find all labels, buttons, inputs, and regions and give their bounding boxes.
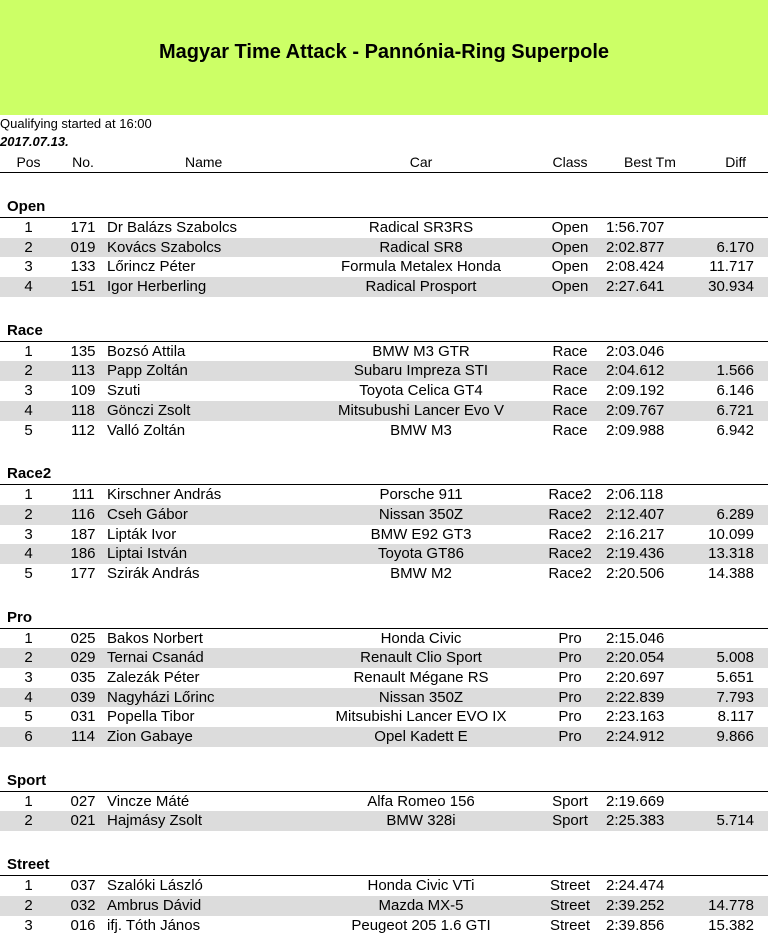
cell-diff: 1.566 [716,362,754,380]
cell-class: Street [549,916,591,934]
cell-name: Ambrus Dávid [107,896,202,914]
cell-class: Open [551,278,589,296]
cell-pos: 3 [24,382,33,400]
cell-car: Radical SR3RS [368,219,474,236]
table-row [0,727,768,747]
cell-no: 171 [70,219,96,236]
cell-name: Igor Herberling [107,278,207,296]
cell-best: 2:20.697 [606,669,665,686]
table-row [0,421,768,441]
cell-class: Race2 [548,564,592,582]
cell-no: 025 [70,629,96,647]
cell-best: 2:24.474 [606,877,665,895]
table-row [0,342,768,362]
cell-pos: 5 [24,421,33,439]
cell-no: 029 [70,649,96,667]
table-row [0,688,768,708]
class-group-pro [0,608,768,747]
table-row [0,811,768,831]
cell-best: 2:16.217 [606,525,665,543]
cell-pos: 2 [24,238,33,256]
table-row [0,916,768,935]
cell-diff: 8.117 [717,708,754,726]
cell-class: Race2 [548,545,592,563]
class-groups [0,173,768,935]
cell-best: 2:09.988 [606,421,665,439]
cell-best: 2:15.046 [606,629,665,647]
table-row [0,896,768,916]
cell-no: 133 [70,258,96,276]
table-row [0,525,768,545]
cell-car: Porsche 911 [379,486,463,504]
cell-no: 037 [70,877,96,895]
cell-no: 021 [70,812,96,830]
cell-name: Cseh Gábor [107,505,188,523]
cell-pos: 3 [24,669,33,686]
cell-class: Race2 [548,525,592,543]
group-title: Race2 [0,464,768,485]
cell-class: Pro [558,669,582,686]
cell-best: 2:19.669 [606,792,665,810]
cell-car: Renault Clio Sport [360,649,482,667]
cell-class: Race2 [548,486,592,504]
cell-class: Pro [558,688,582,706]
cell-class: Sport [552,812,588,830]
class-group-sport [0,771,768,831]
results-table [0,152,768,935]
cell-class: Race [552,342,588,360]
cell-car: Opel Kadett E [374,728,468,746]
group-spacer [0,297,768,321]
cell-best: 1:56.707 [606,219,665,236]
group-title: Sport [0,771,768,792]
cell-pos: 4 [24,688,33,706]
cell-class: Street [549,896,591,914]
cell-diff: 6.146 [716,382,754,400]
class-group-race2 [0,464,768,583]
cell-pos: 6 [24,728,33,746]
cell-best: 2:06.118 [606,486,664,504]
cell-no: 177 [70,564,96,582]
cell-car: BMW M2 [390,564,452,582]
table-row [0,277,768,297]
header-car: Car [409,154,433,170]
cell-no: 118 [71,401,95,419]
cell-best: 2:27.641 [606,278,665,296]
cell-name: Szuti [107,382,141,400]
cell-best: 2:09.767 [606,401,665,419]
event-date: 2017.07.13. [0,134,69,149]
cell-pos: 3 [24,258,33,276]
cell-class: Race [552,382,588,400]
cell-best: 2:20.054 [606,649,665,667]
cell-name: Vincze Máté [107,792,190,810]
table-row [0,648,768,668]
table-row [0,668,768,688]
group-spacer [0,747,768,771]
cell-name: Szirák András [107,564,200,582]
cell-car: Toyota GT86 [378,545,464,563]
cell-name: Zalezák Péter [107,669,200,686]
cell-pos: 2 [24,649,33,667]
cell-diff: 14.388 [708,564,754,582]
cell-name: Ternai Csanád [107,649,204,667]
class-group-open [0,197,768,297]
cell-name: Gönczi Zsolt [107,401,191,419]
cell-car: Subaru Impreza STI [353,362,489,380]
cell-car: Radical Prosport [365,278,477,296]
cell-pos: 4 [24,278,33,296]
cell-pos: 1 [24,342,33,360]
table-row [0,218,768,238]
cell-diff: 5.008 [716,649,754,667]
header-best-time: Best Tm [624,154,676,170]
table-row [0,238,768,258]
page-title: Magyar Time Attack - Pannónia-Ring Superpole [158,41,610,63]
cell-car: BMW M3 [390,421,452,439]
cell-diff: 6.942 [716,421,754,439]
table-row [0,361,768,381]
cell-best: 2:22.839 [606,688,665,706]
cell-class: Open [551,238,589,256]
column-header-row [0,152,768,173]
cell-no: 135 [70,342,96,360]
cell-best: 2:39.252 [606,896,665,914]
header-no: No. [72,154,94,170]
table-row [0,401,768,421]
cell-best: 2:23.163 [606,708,665,726]
header-class: Class [552,154,588,170]
cell-diff: 30.934 [708,278,754,296]
cell-name: Lőrincz Péter [107,258,196,276]
cell-no: 027 [70,792,96,810]
cell-class: Open [551,258,589,276]
table-row [0,876,768,896]
cell-class: Sport [552,792,588,810]
cell-pos: 2 [24,362,33,380]
cell-best: 2:25.383 [606,812,665,830]
cell-no: 039 [70,688,96,706]
cell-car: Renault Mégane RS [353,669,489,686]
cell-car: Mitsubishi Lancer EVO IX [335,708,507,726]
cell-class: Pro [558,629,582,647]
cell-pos: 1 [24,629,33,647]
cell-pos: 5 [24,564,33,582]
cell-pos: 5 [24,708,33,726]
header-diff: Diff [725,154,746,170]
table-row [0,485,768,505]
header-pos: Pos [16,154,41,170]
table-row [0,381,768,401]
cell-no: 035 [70,669,96,686]
cell-name: Valló Zoltán [107,421,186,439]
cell-car: Mitsubushi Lancer Evo V [338,401,504,419]
table-row [0,505,768,525]
group-title: Pro [0,608,768,629]
cell-name: Bakos Norbert [107,629,203,647]
cell-name: Zion Gabaye [107,728,193,746]
cell-best: 2:39.856 [606,916,665,934]
cell-car: BMW M3 GTR [372,342,470,360]
cell-car: BMW E92 GT3 [370,525,472,543]
cell-class: Pro [558,649,582,667]
cell-diff: 15.382 [708,916,754,934]
cell-best: 2:08.424 [606,258,665,276]
class-group-street [0,855,768,935]
cell-pos: 1 [24,877,33,895]
cell-class: Race [552,421,588,439]
cell-no: 031 [70,708,96,726]
table-row [0,629,768,649]
cell-pos: 2 [24,812,33,830]
cell-class: Open [551,219,589,236]
cell-diff: 6.721 [716,401,754,419]
cell-car: Radical SR8 [379,238,463,256]
title-banner [0,0,768,115]
cell-diff: 13.318 [708,545,754,563]
cell-name: Papp Zoltán [107,362,188,380]
cell-diff: 5.651 [716,669,754,686]
cell-no: 112 [71,421,95,439]
cell-pos: 4 [24,401,33,419]
cell-best: 2:09.192 [606,382,665,400]
cell-name: Liptai István [107,545,188,563]
cell-car: Mazda MX-5 [378,896,464,914]
cell-diff: 7.793 [716,688,754,706]
cell-pos: 2 [24,505,33,523]
cell-car: Nissan 350Z [378,688,464,706]
table-row [0,792,768,812]
cell-car: BMW 328i [386,812,456,830]
cell-pos: 3 [24,916,33,934]
table-row [0,257,768,277]
cell-class: Race [552,401,588,419]
group-spacer [0,584,768,608]
cell-no: 151 [70,278,96,296]
cell-diff: 11.717 [709,258,754,276]
cell-no: 113 [71,362,95,380]
cell-diff: 9.866 [716,728,754,746]
cell-car: Honda Civic VTi [367,877,475,895]
cell-pos: 1 [24,792,33,810]
cell-name: Kovács Szabolcs [107,238,222,256]
cell-name: Dr Balázs Szabolcs [107,219,238,236]
cell-name: Bozsó Attila [107,342,186,360]
cell-class: Race [552,362,588,380]
cell-pos: 1 [24,486,33,504]
cell-name: Nagyházi Lőrinc [107,688,215,706]
cell-car: Formula Metalex Honda [340,258,502,276]
cell-name: Popella Tibor [107,708,195,726]
cell-no: 109 [70,382,96,400]
cell-no: 187 [70,525,96,543]
group-title: Open [0,197,768,218]
group-spacer [0,173,768,197]
cell-best: 2:24.912 [606,728,665,746]
cell-car: Peugeot 205 1.6 GTI [351,916,491,934]
cell-car: Nissan 350Z [378,505,464,523]
cell-name: Szalóki László [107,877,203,895]
cell-diff: 5.714 [716,812,754,830]
table-row [0,707,768,727]
group-spacer [0,440,768,464]
cell-best: 2:04.612 [606,362,665,380]
cell-best: 2:02.877 [606,238,665,256]
cell-car: Alfa Romeo 156 [367,792,475,810]
cell-pos: 1 [24,219,33,236]
cell-name: Lipták Ivor [107,525,177,543]
cell-no: 032 [70,896,96,914]
cell-diff: 6.170 [716,238,754,256]
cell-best: 2:12.407 [606,505,665,523]
cell-name: Hajmásy Zsolt [107,812,203,830]
cell-diff: 6.289 [716,505,754,523]
cell-diff: 14.778 [708,896,754,914]
cell-no: 186 [70,545,96,563]
group-spacer [0,831,768,855]
cell-best: 2:19.436 [606,545,665,563]
qualifying-note: Qualifying started at 16:00 [0,116,152,131]
class-group-race [0,321,768,440]
table-row [0,544,768,564]
cell-no: 016 [70,916,96,934]
cell-class: Pro [558,708,582,726]
cell-no: 114 [71,728,95,746]
cell-class: Pro [558,728,582,746]
cell-car: Toyota Celica GT4 [359,382,483,400]
cell-pos: 4 [24,545,33,563]
table-row [0,564,768,584]
cell-class: Street [549,877,591,895]
cell-diff: 10.099 [708,525,754,543]
cell-no: 111 [71,486,95,504]
cell-name: ifj. Tóth János [107,916,201,934]
cell-pos: 2 [24,896,33,914]
header-name: Name [185,154,223,170]
cell-best: 2:20.506 [606,564,665,582]
cell-best: 2:03.046 [606,342,665,360]
group-title: Street [0,855,768,876]
cell-pos: 3 [24,525,33,543]
cell-no: 019 [70,238,96,256]
cell-name: Kirschner András [107,486,222,504]
cell-no: 116 [71,505,95,523]
cell-class: Race2 [548,505,592,523]
group-title: Race [0,321,768,342]
cell-car: Honda Civic [380,629,462,647]
